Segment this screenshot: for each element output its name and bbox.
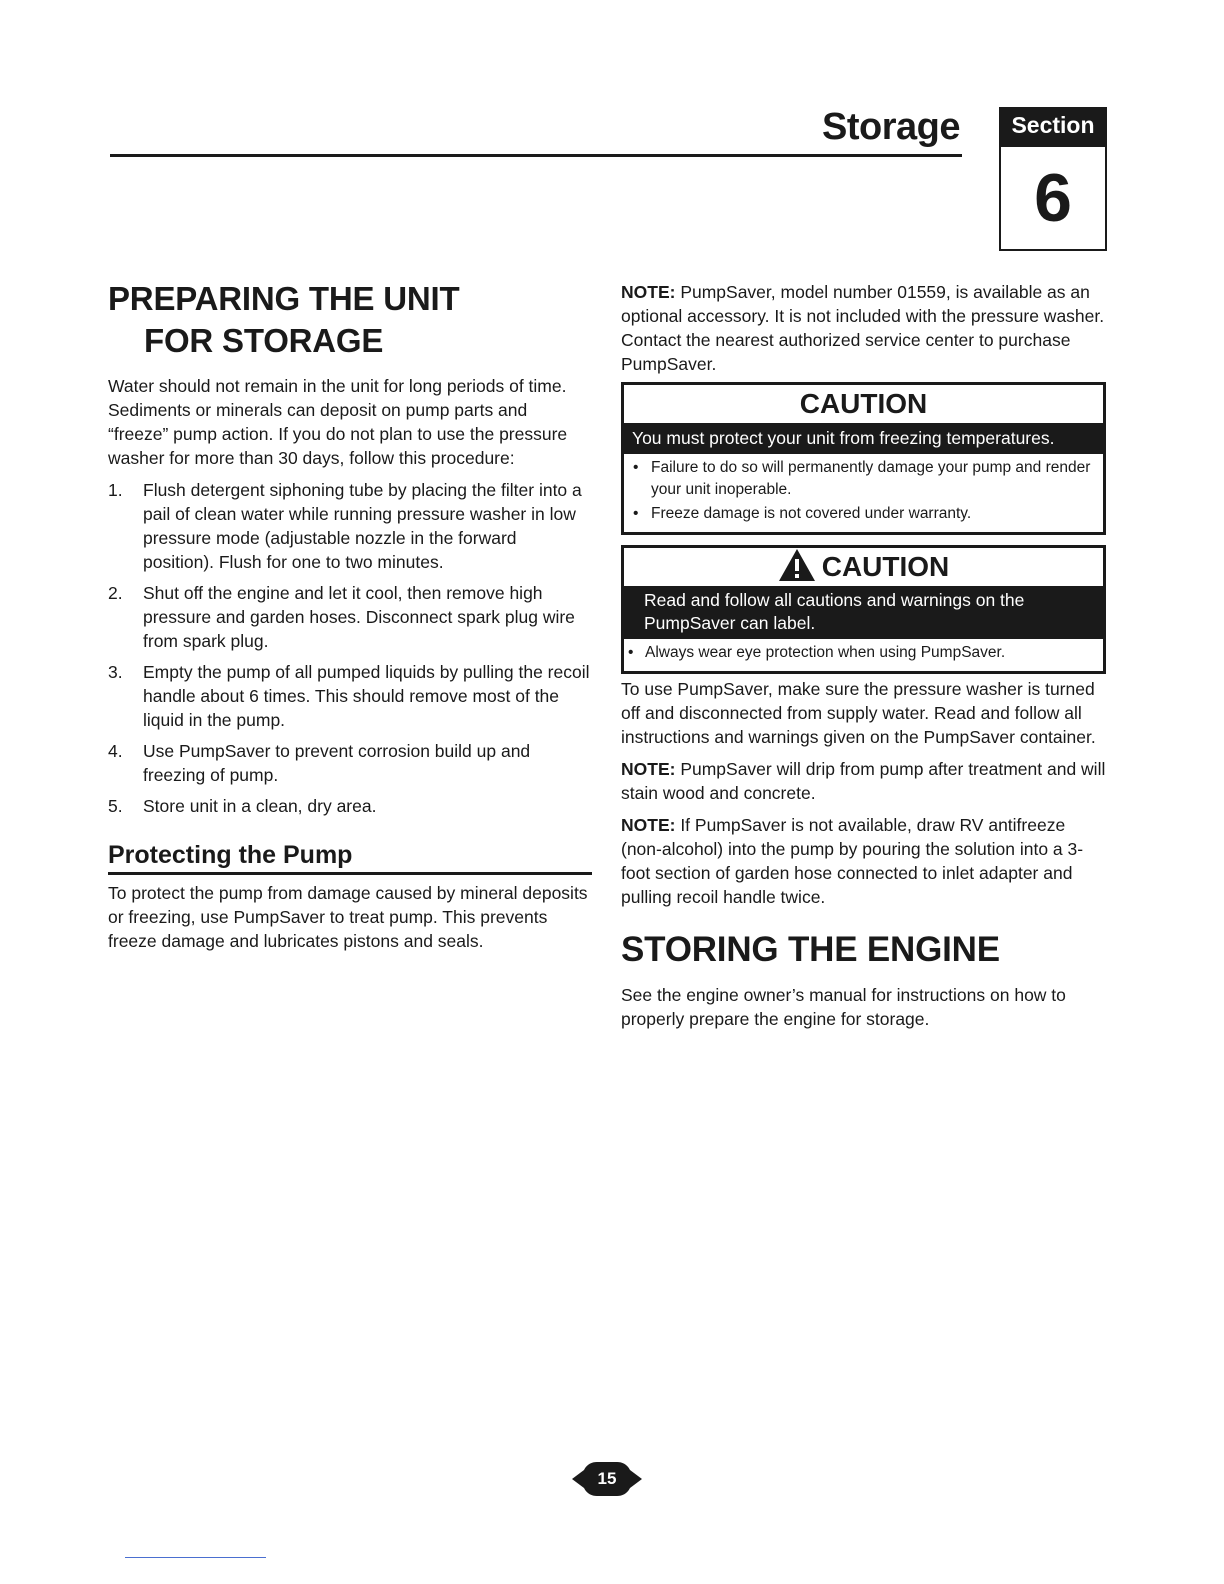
note-antifreeze: [621, 813, 1106, 909]
header-rule: [110, 154, 962, 157]
heading-line-2: FOR STORAGE: [144, 322, 384, 359]
page-number-badge: [572, 1460, 642, 1498]
caution-box-pumpsaver: [621, 545, 1106, 674]
note-drip: [621, 757, 1106, 805]
section-number: 6: [1034, 160, 1072, 236]
step-text: Empty the pump of all pumped liquids by pulling the recoil handle about 6 times. This should remove most of the liquid in the pump.: [143, 662, 590, 730]
left-column: [108, 278, 592, 953]
step-number: 4.: [108, 741, 123, 761]
subheading-protecting-pump: Protecting the Pump: [108, 840, 592, 875]
list-item: [108, 739, 592, 787]
caution-banner: Read and follow all cautions and warnings on the PumpSaver can label.: [624, 586, 1103, 639]
warning-triangle-icon: [778, 548, 816, 582]
heading-storing-engine: STORING THE ENGINE: [621, 930, 1000, 969]
step-number: 5.: [108, 796, 123, 816]
caution-heading: [624, 548, 1103, 586]
step-number: 2.: [108, 583, 123, 603]
note-accessory: [621, 280, 1106, 376]
use-pumpsaver-paragraph: To use PumpSaver, make sure the pressure washer is turned off and disconnected from supply water. Read and follow all instructions and warnings given on the PumpSaver container.: [621, 679, 1096, 747]
caution-list: [624, 639, 1103, 671]
page-title: Storage: [822, 106, 960, 148]
step-number: 3.: [108, 662, 123, 682]
note-text: PumpSaver will drip from pump after treatment and will stain wood and concrete.: [621, 759, 1106, 803]
step-text: Flush detergent siphoning tube by placing the filter into a pail of clean water while running pressure washer in low pressure mode (adjustable nozzle in the forward position). Flush for one to two minutes.: [143, 480, 582, 572]
caution-banner: You must protect your unit from freezing temperatures.: [624, 423, 1103, 454]
step-text: Shut off the engine and let it cool, then remove high pressure and garden hoses. Disconnect spark plug wire from spark plug.: [143, 583, 575, 651]
list-item: [108, 660, 592, 732]
note-label: NOTE:: [621, 759, 676, 779]
list-item: • Always wear eye protection when using PumpSaver.: [624, 642, 1103, 664]
heading-preparing-unit: [108, 278, 592, 362]
list-item: [108, 478, 592, 574]
list-item: • Failure to do so will permanently damage your pump and render your unit inoperable.: [624, 457, 1103, 501]
caution-list: [624, 454, 1103, 532]
footer-link-underline: [125, 1557, 266, 1558]
heading-line-1: PREPARING THE UNIT: [108, 280, 460, 317]
intro-paragraph: Water should not remain in the unit for long periods of time. Sediments or minerals can deposit on pump parts and “freeze” pump action. If you do not plan to use the pressure washer for more than 30 days, follow this procedure:: [108, 376, 568, 468]
protecting-pump-paragraph: To protect the pump from damage caused by mineral deposits or freezing, use PumpSaver to treat pump. This prevents freeze damage and lubricates pistons and seals.: [108, 883, 588, 951]
list-item: • Freeze damage is not covered under warranty.: [624, 503, 1103, 525]
right-column: [621, 280, 1106, 1031]
engine-paragraph: See the engine owner’s manual for instructions on how to properly prepare the engine for storage.: [621, 985, 1066, 1029]
list-item: [108, 581, 592, 653]
note-text: PumpSaver, model number 01559, is available as an optional accessory. It is not included with the pressure washer. Contact the nearest authorized service center to purchase PumpSaver.: [621, 282, 1105, 374]
note-label: NOTE:: [621, 815, 676, 835]
list-item: [108, 794, 592, 818]
section-label: Section: [1001, 109, 1105, 147]
caution-title: CAUTION: [799, 388, 928, 419]
page-number: 15: [597, 1469, 617, 1488]
note-label: NOTE:: [621, 282, 676, 302]
caution-title: CAUTION: [821, 551, 950, 582]
note-text: If PumpSaver is not available, draw RV antifreeze (non-alcohol) into the pump by pouring the solution into a 3-foot section of garden hose connected to inlet adapter and pulling recoil handle twice.: [621, 815, 1084, 907]
step-number: 1.: [108, 480, 123, 500]
step-text: Store unit in a clean, dry area.: [143, 796, 377, 816]
procedure-list: [108, 478, 592, 818]
step-text: Use PumpSaver to prevent corrosion build up and freezing of pump.: [143, 741, 531, 785]
section-box: [999, 107, 1107, 251]
caution-box-freezing: [621, 382, 1106, 535]
